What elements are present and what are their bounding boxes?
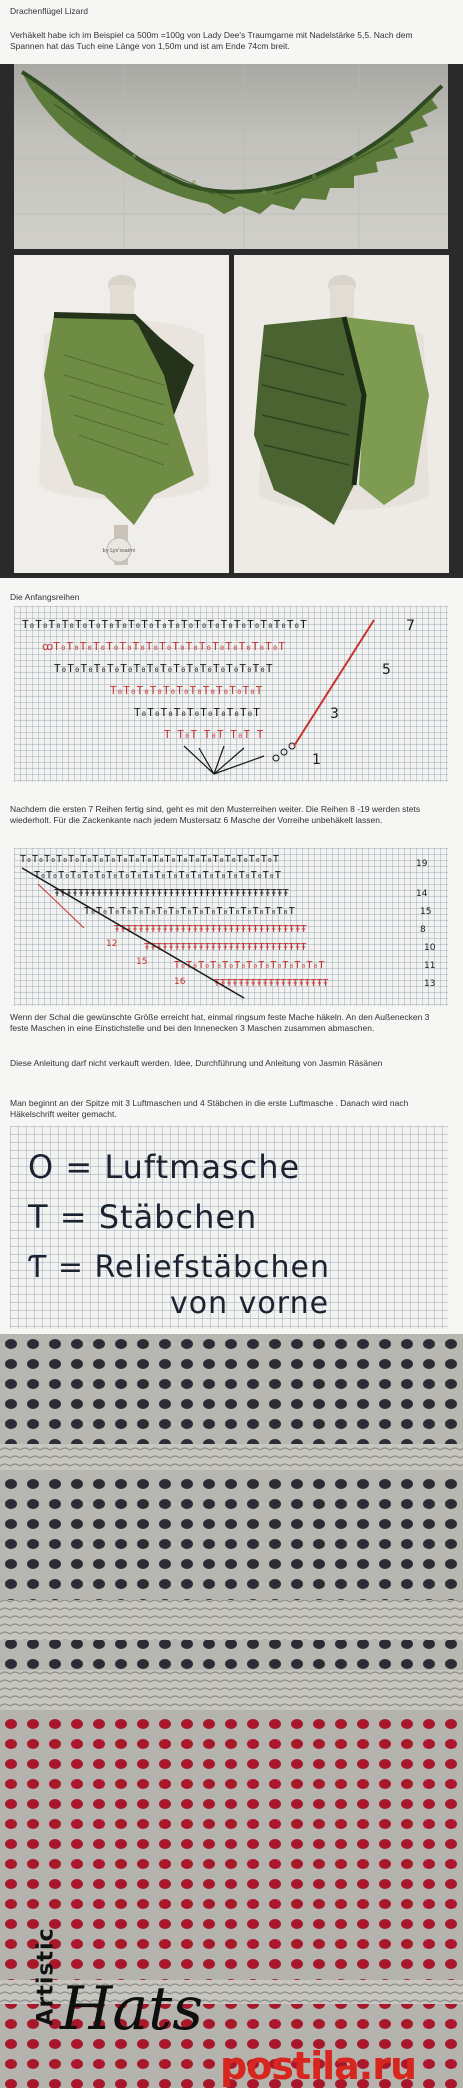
svg-text:ŦŦŦŦŦŦŦŦŦŦŦŦŦŦŦŦŦŦŦŦŦŦŦŦŦŦŦŦŦŦ: ŦŦŦŦŦŦŦŦŦŦŦŦŦŦŦŦŦŦŦŦŦŦŦŦŦŦŦŦŦŦŦŦ bbox=[114, 924, 307, 935]
shawl-flat-photo bbox=[14, 64, 448, 249]
row-number-1: 1 bbox=[312, 752, 321, 768]
svg-text:T₀T₀T₀T₀T₀T₀T₀T₀T₀T: T₀T₀T₀T₀T₀T₀T₀T₀T₀T bbox=[134, 706, 260, 719]
svg-text:ŦŦŦŦŦŦŦŦŦŦŦŦŦŦŦŦŦŦŦ: ŦŦŦŦŦŦŦŦŦŦŦŦŦŦŦŦŦŦŦ bbox=[214, 978, 329, 989]
svg-text:T₀T₀T₀T₀T₀T₀T₀T₀T₀T₀T₀T₀T₀T₀T₀: T₀T₀T₀T₀T₀T₀T₀T₀T₀T₀T₀T₀T₀T₀T₀T₀T₀T₀T₀T₀T₀T bbox=[22, 618, 307, 631]
section3-paragraph3: Diese Anleitung darf nicht verkauft werden. Idee, Durchführung und Anleitung von Jasmin Räsänen bbox=[10, 1058, 383, 1068]
section1-paragraph: Verhäkelt habe ich im Beispiel ca 500m =100g von Lady Dee's Traumgarne mit Nadelstärke 5,5. Nach dem Spannen hat das Tuch eine Länge von 1,50m und ist am Ende 74cm breit. bbox=[10, 30, 413, 51]
svg-text:T₀T₀T₀T₀T₀T₀T₀T₀T₀T₀T₀T₀T₀T₀T₀: T₀T₀T₀T₀T₀T₀T₀T₀T₀T₀T₀T₀T₀T₀T₀T₀T₀T₀T₀T₀T₀T bbox=[20, 854, 279, 865]
row-number-15: 15 bbox=[420, 907, 432, 917]
svg-text:T₀T₀T₀T₀T₀T₀T₀T₀T₀T₀T₀T₀T₀T₀T₀: T₀T₀T₀T₀T₀T₀T₀T₀T₀T₀T₀T₀T₀T₀T₀T₀T bbox=[54, 662, 273, 675]
section3-paragraph: Nachdem die ersten 7 Reihen fertig sind, geht es mit den Musterreihen weiter. Die Reihen 8 -19 werden stets wiederholt. Für die Zackenkante nach jedem Mustersatz 6 Masche der Vorreihe unbehäkelt lassen. bbox=[10, 804, 421, 825]
svg-text:T T₀T T₀T T₀T T: T T₀T T₀T T₀T T bbox=[164, 728, 264, 741]
section-closeup bbox=[0, 1334, 463, 2088]
section-shawl-photos bbox=[0, 0, 463, 578]
row-number-8: 8 bbox=[420, 925, 426, 935]
intro-text-box bbox=[0, 0, 463, 64]
row-number-14: 14 bbox=[416, 889, 428, 899]
row-number-7: 7 bbox=[406, 618, 415, 634]
section2-title: Die Anfangsreihen bbox=[10, 592, 80, 602]
row-number-3: 3 bbox=[330, 706, 339, 722]
row-number-left-12: 12 bbox=[106, 939, 118, 949]
section1-title: Drachenflügel Lizard bbox=[10, 6, 88, 16]
legend-card bbox=[10, 1126, 448, 1329]
svg-text:T₀T₀T₀T₀T₀T₀T₀T₀T₀T₀T₀T: T₀T₀T₀T₀T₀T₀T₀T₀T₀T₀T₀T bbox=[110, 684, 263, 697]
row-number-11: 11 bbox=[424, 961, 436, 971]
section-legend bbox=[0, 1098, 463, 1334]
svg-text:ꝏT₀T₀T₀T₀T₀T₀T₀T₀T₀T₀T₀T₀T₀T₀T: ꝏT₀T₀T₀T₀T₀T₀T₀T₀T₀T₀T₀T₀T₀T₀T₀T₀T₀T bbox=[42, 640, 285, 653]
mannequin-right-svg bbox=[234, 255, 449, 573]
svg-text:ŦŦŦŦŦŦŦŦŦŦŦŦŦŦŦŦŦŦŦŦŦŦŦŦŦŦŦŦŦŦ: ŦŦŦŦŦŦŦŦŦŦŦŦŦŦŦŦŦŦŦŦŦŦŦŦŦŦŦŦŦŦŦŦŦŦŦŦŦŦŦ bbox=[54, 888, 289, 899]
row-number-5: 5 bbox=[382, 662, 391, 678]
svg-text:T₀T₀T₀T₀T₀T₀T₀T₀T₀T₀T₀T₀T: T₀T₀T₀T₀T₀T₀T₀T₀T₀T₀T₀T₀T bbox=[174, 960, 325, 971]
svg-text:T₀T₀T₀T₀T₀T₀T₀T₀T₀T₀T₀T₀T₀T₀T₀: T₀T₀T₀T₀T₀T₀T₀T₀T₀T₀T₀T₀T₀T₀T₀T₀T₀T₀T₀T₀T bbox=[34, 870, 281, 881]
row-number-left-15: 15 bbox=[136, 957, 148, 967]
shawl-flat-svg bbox=[14, 64, 448, 249]
legend-relief-line2: von vorne bbox=[170, 1286, 330, 1321]
row-number-10: 10 bbox=[424, 943, 436, 953]
svg-text:ŦŦŦŦŦŦŦŦŦŦŦŦŦŦŦŦŦŦŦŦŦŦŦŦŦŦŦ: ŦŦŦŦŦŦŦŦŦŦŦŦŦŦŦŦŦŦŦŦŦŦŦŦŦŦŦ bbox=[144, 942, 307, 953]
start-rows-chart-svg bbox=[14, 606, 448, 782]
legend-double: T = Stäbchen bbox=[28, 1198, 258, 1236]
legend-chain: O = Luftmasche bbox=[28, 1148, 301, 1186]
mannequin-left-svg bbox=[14, 255, 229, 573]
row-number-19: 19 bbox=[416, 859, 428, 869]
mannequin-photo-right bbox=[234, 255, 449, 573]
section-start-rows bbox=[0, 578, 463, 790]
row-number-left-16: 16 bbox=[174, 977, 186, 987]
pattern-rows-chart bbox=[14, 848, 448, 1006]
start-rows-chart bbox=[14, 606, 448, 782]
row-number-13: 13 bbox=[424, 979, 436, 989]
pattern-rows-chart-svg bbox=[14, 848, 448, 1006]
mannequin-photo-left bbox=[14, 255, 229, 573]
watermark-hats: Hats bbox=[60, 1974, 203, 2044]
section4-paragraph: Man beginnt an der Spitze mit 3 Luftmaschen und 4 Stäbchen in die erste Luftmasche . Danach wird nach Häkelschrift weiter gemacht. bbox=[10, 1098, 409, 1119]
section3-paragraph2: Wenn der Schal die gewünschte Größe erreicht hat, einmal ringsum feste Mache häkeln. An den Außenecken 3 feste Maschen in eine Einstichstelle und bei den Innenecken 3 Maschen zusammen abmaschen. bbox=[10, 1012, 430, 1033]
svg-text:T₀T₀T₀T₀T₀T₀T₀T₀T₀T₀T₀T₀T₀T₀T₀: T₀T₀T₀T₀T₀T₀T₀T₀T₀T₀T₀T₀T₀T₀T₀T₀T₀T bbox=[84, 906, 295, 917]
site-watermark: postila.ru bbox=[220, 2044, 417, 2088]
section-pattern-rows bbox=[0, 790, 463, 1098]
watermark-artistic: Artistic bbox=[33, 1927, 59, 2026]
legend-relief: Ƭ = Reliefstäbchen bbox=[28, 1250, 330, 1285]
watermark-section1: by Lys'ssaimi bbox=[102, 548, 136, 554]
